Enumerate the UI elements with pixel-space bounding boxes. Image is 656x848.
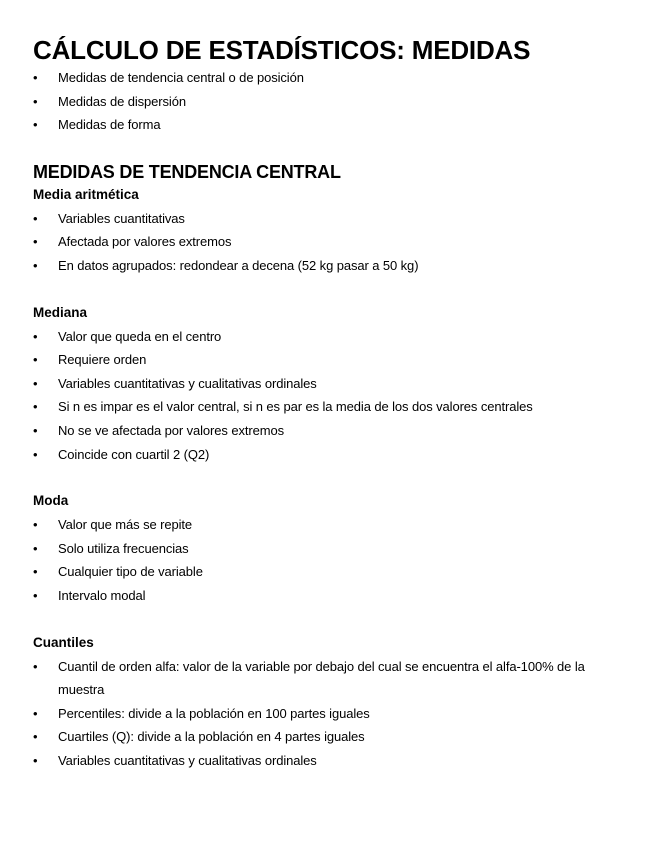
moda-heading: Moda [33,493,69,509]
bullet-icon: • [33,658,38,674]
list-item [33,584,633,608]
list-item-text: Variables cuantitativas [58,210,185,226]
bullet-icon: • [33,752,38,768]
list-item [33,325,633,349]
list-item-text: Afectada por valores extremos [58,234,232,250]
bullet-icon: • [33,93,38,109]
bullet-icon: • [33,729,38,745]
list-item [33,372,633,396]
list-item [33,348,633,372]
mediana-heading: Mediana [33,304,88,320]
media-list [33,207,633,278]
list-item [33,749,633,773]
cuantiles-heading: Cuantiles [33,634,94,650]
bullet-icon: • [33,446,38,462]
bullet-icon: • [33,375,38,391]
list-item-text: Percentiles: divide a la población en 100 partes iguales [58,705,370,721]
cuantiles-list [33,655,633,773]
list-item-text: Medidas de dispersión [58,93,186,109]
list-item-text: Valor que más se repite [58,517,193,533]
intro-list [33,66,633,137]
bullet-icon: • [33,70,38,85]
bullet-icon: • [33,422,38,438]
list-item [33,513,633,537]
list-item-text: En datos agrupados: redondear a decena (52 kg pasar a 50 kg) [58,257,419,273]
document-page [33,34,633,772]
list-item-text: Cuantil de orden alfa: valor de la variable por debajo del cual se encuentra el alfa-100% de la muestra [58,658,585,698]
list-item [33,725,633,749]
mediana-list [33,325,633,467]
list-item [33,419,633,443]
list-item [33,655,633,702]
list-item-text: Medidas de forma [58,117,161,133]
bullet-icon: • [33,587,38,603]
bullet-icon: • [33,117,38,133]
bullet-icon: • [33,517,38,533]
list-item-text: Medidas de tendencia central o de posición [58,70,304,85]
list-item [33,207,633,231]
spacer [33,608,633,631]
spacer [33,466,633,489]
bullet-icon: • [33,705,38,721]
list-item [33,230,633,254]
media-heading: Media aritmética [33,186,139,202]
bullet-icon: • [33,328,38,344]
spacer [33,278,633,301]
list-item [33,537,633,561]
list-item-text: No se ve afectada por valores extremos [58,422,284,438]
spacer [33,137,633,161]
list-item-text: Cualquier tipo de variable [58,564,203,580]
list-item-text: Si n es impar es el valor central, si n es par es la media de los dos valores centrales [58,399,533,415]
list-item [33,113,633,137]
list-item-text: Cuartiles (Q): divide a la población en 4 partes iguales [58,729,365,745]
list-item-text: Valor que queda en el centro [58,328,222,344]
bullet-icon: • [33,399,38,415]
moda-list [33,513,633,607]
section-title: MEDIDAS DE TENDENCIA CENTRAL [33,161,341,182]
list-item [33,443,633,467]
list-item-text: Requiere orden [58,352,147,368]
list-item [33,90,633,114]
bullet-icon: • [33,564,38,580]
list-item-text: Variables cuantitativas y cualitativas ordinales [58,375,317,391]
bullet-icon: • [33,234,38,250]
list-item-text: Solo utiliza frecuencias [58,540,189,556]
list-item-text: Coincide con cuartil 2 (Q2) [58,446,210,462]
list-item [33,254,633,278]
list-item [33,702,633,726]
list-item [33,66,633,90]
list-item [33,560,633,584]
list-item-text: Variables cuantitativas y cualitativas ordinales [58,752,317,768]
bullet-icon: • [33,540,38,556]
list-item [33,395,633,419]
page-title: CÁLCULO DE ESTADÍSTICOS: MEDIDAS [33,35,531,65]
list-item-text: Intervalo modal [58,587,146,603]
bullet-icon: • [33,210,38,226]
bullet-icon: • [33,257,38,273]
bullet-icon: • [33,352,38,368]
